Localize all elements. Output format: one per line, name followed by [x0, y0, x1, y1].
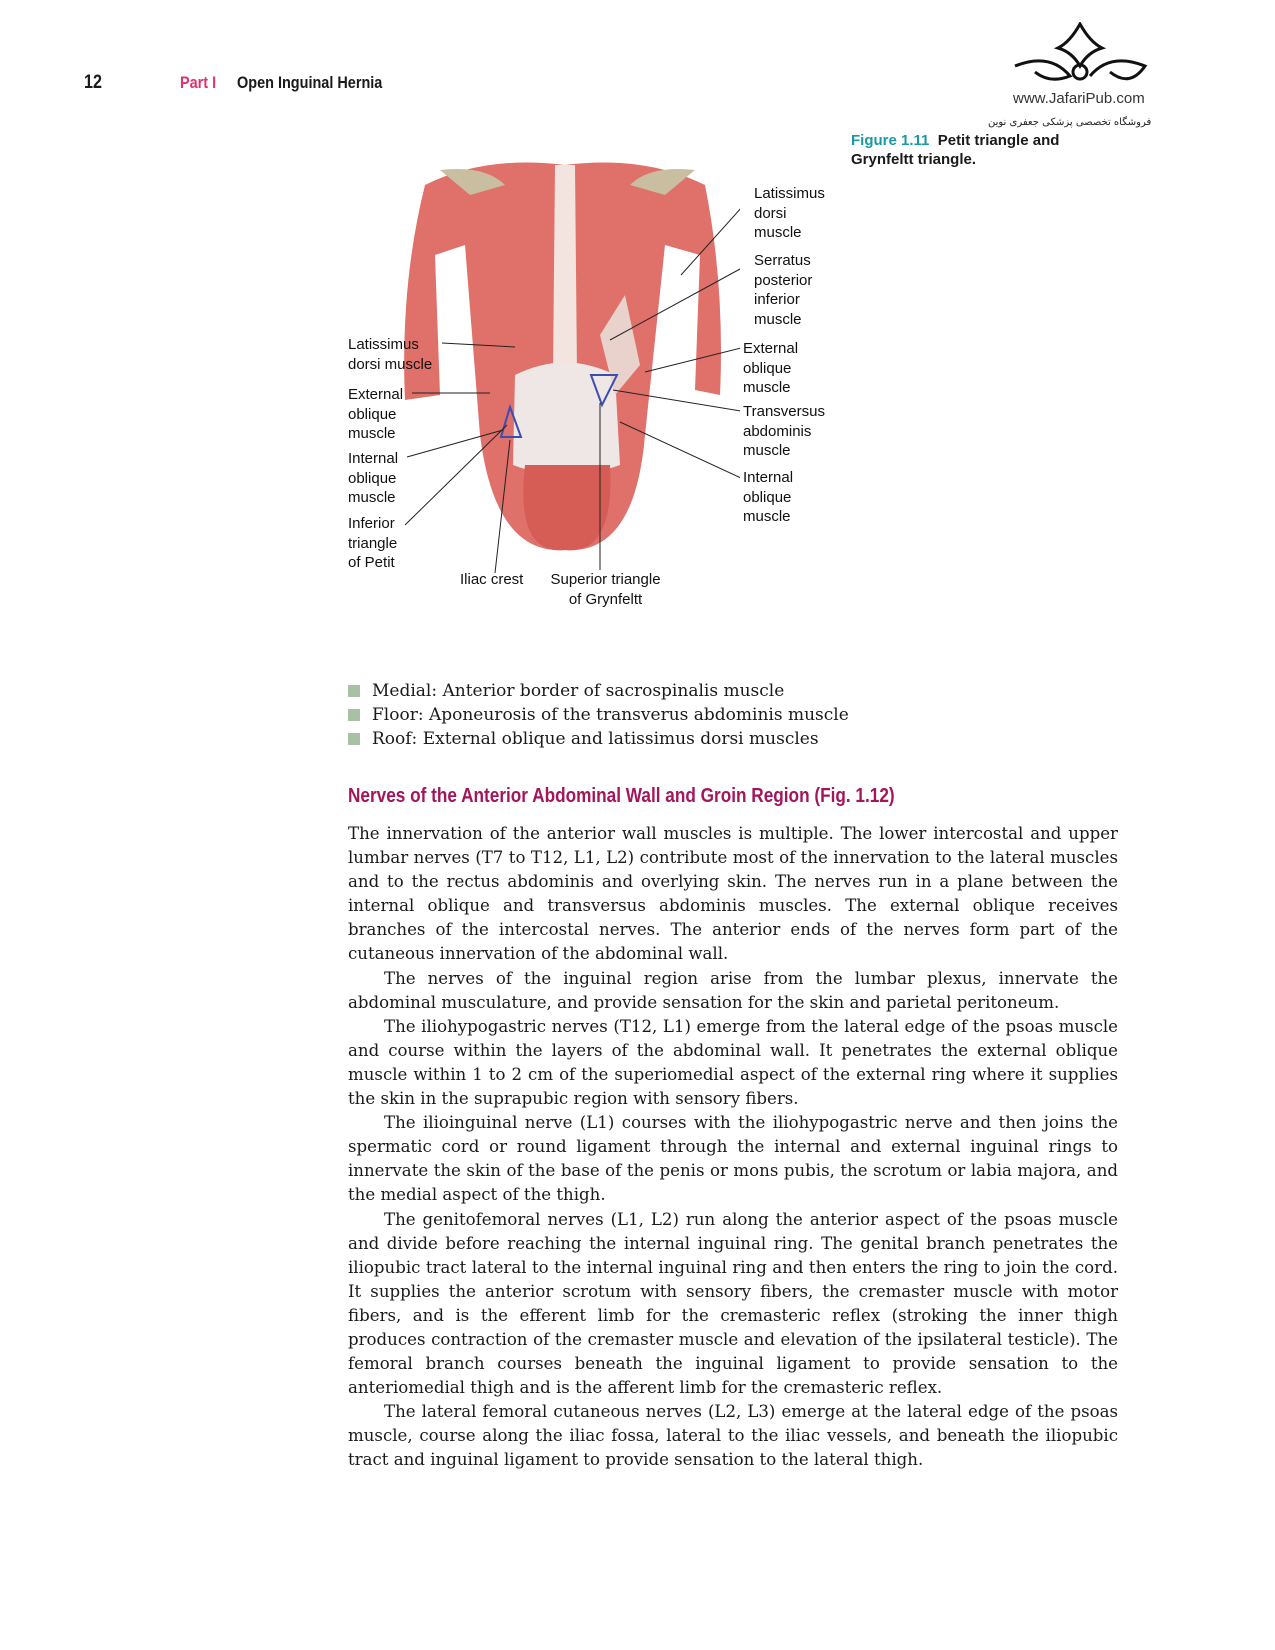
bullet-text: Medial: Anterior border of sacrospinalis muscle — [372, 681, 785, 701]
watermark-url: www.JafariPub.com — [1013, 90, 1145, 107]
paragraph: The iliohypogastric nerves (T12, L1) emerge from the lateral edge of the psoas muscle and course within the layers of the abdominal wall. It penetrates the external oblique muscle within 1 to 2 cm of the superiomedial aspect of the external ring where it supplies the skin in the suprapubic region with sensory fibers. — [348, 1016, 1118, 1109]
figure-caption-text: Petit triangle and Grynfeltt triangle. — [851, 132, 1060, 168]
label-right-external-oblique: External oblique muscle — [743, 340, 799, 396]
label-left-latissimus: Latissimus dorsi muscle — [348, 336, 433, 373]
bullet-square-icon — [348, 709, 360, 721]
paragraph: The genitofemoral nerves (L1, L2) run along the anterior aspect of the psoas muscle and divide before reaching the internal inguinal ring. The genital branch penetrates the iliopubic tract lateral to the internal inguinal ring and then enters the ring to join the cord. It supplies the anterior scrotum with sensory fibers, the cremaster muscle with motor fibers, and is the efferent limb for the cremasteric reflex (stroking the inner thigh produces contraction of the cremaster muscle and elevation of the ipsilateral testicle). The femoral branch courses beneath the inguinal ligament to provide sensation to the anteriomedial thigh and is the afferent limb for the cremasteric reflex. — [348, 1209, 1118, 1398]
label-left-external-oblique: External oblique muscle — [348, 386, 404, 442]
bullet-item — [348, 679, 784, 703]
bullet-square-icon — [348, 733, 360, 745]
chapter-title: Open Inguinal Hernia — [237, 73, 383, 92]
label-transversus: Transversus abdominis muscle — [743, 403, 825, 459]
label-superior-grynfeltt: Superior triangle of Grynfeltt — [550, 571, 661, 608]
section-heading: Nerves of the Anterior Abdominal Wall and Groin Region (Fig. 1.12) — [348, 785, 895, 807]
paragraph: The innervation of the anterior wall muscles is multiple. The lower intercostal and upper lumbar nerves (T7 to T12, L1, L2) contribute most of the innervation to the lateral muscles and to the rectus abdominis and overlying skin. The nerves run in a plane between the internal oblique and transversus abdominis muscles. The external oblique receives branches of the intercostal nerves. The anterior ends of the nerves form part of the cutaneous innervation of the abdominal wall. — [348, 824, 1118, 964]
body-text — [348, 822, 1118, 1473]
figure-number: Figure 1.11 — [851, 132, 930, 149]
watermark-persian: فروشگاه تخصصی پزشکی جعفری نوین — [988, 117, 1152, 128]
paragraph: The nerves of the inguinal region arise from the lumbar plexus, innervate the abdominal musculature, and provide sensation for the skin and parietal peritoneum. — [348, 968, 1118, 1012]
page-number: 12 — [84, 72, 102, 93]
part-label: Part I — [180, 73, 217, 92]
publisher-logo — [1010, 22, 1150, 90]
figure-caption — [851, 131, 1126, 169]
paragraph: The ilioinguinal nerve (L1) courses with the iliohypogastric nerve and then joins the spermatic cord or round ligament through the internal and external inguinal rings to innervate the skin of the base of the penis or mons pubis, the scrotum or labia majora, and the medial aspect of the thigh. — [348, 1113, 1118, 1205]
bullet-text: Roof: External oblique and latissimus dorsi muscles — [372, 729, 819, 749]
bullet-item — [348, 703, 849, 727]
label-left-internal-oblique: Internal oblique muscle — [348, 450, 399, 506]
bullet-item — [348, 727, 819, 751]
label-iliac-crest: Iliac crest — [460, 571, 524, 588]
label-inferior-petit: Inferior triangle of Petit — [348, 515, 398, 571]
bullet-text: Floor: Aponeurosis of the transverus abdominis muscle — [372, 705, 849, 725]
paragraph: The lateral femoral cutaneous nerves (L2, L3) emerge at the lateral edge of the psoas muscle, course along the iliac fossa, lateral to the iliac vessels, and beneath the iliopubic tract and inguinal ligament to provide sensation to the lateral thigh. — [348, 1402, 1118, 1470]
bullet-square-icon — [348, 685, 360, 697]
label-right-latissimus: Latissimus dorsi muscle — [754, 185, 825, 241]
label-right-internal-oblique: Internal oblique muscle — [743, 469, 794, 525]
label-serratus: Serratus posterior inferior muscle — [754, 252, 813, 328]
